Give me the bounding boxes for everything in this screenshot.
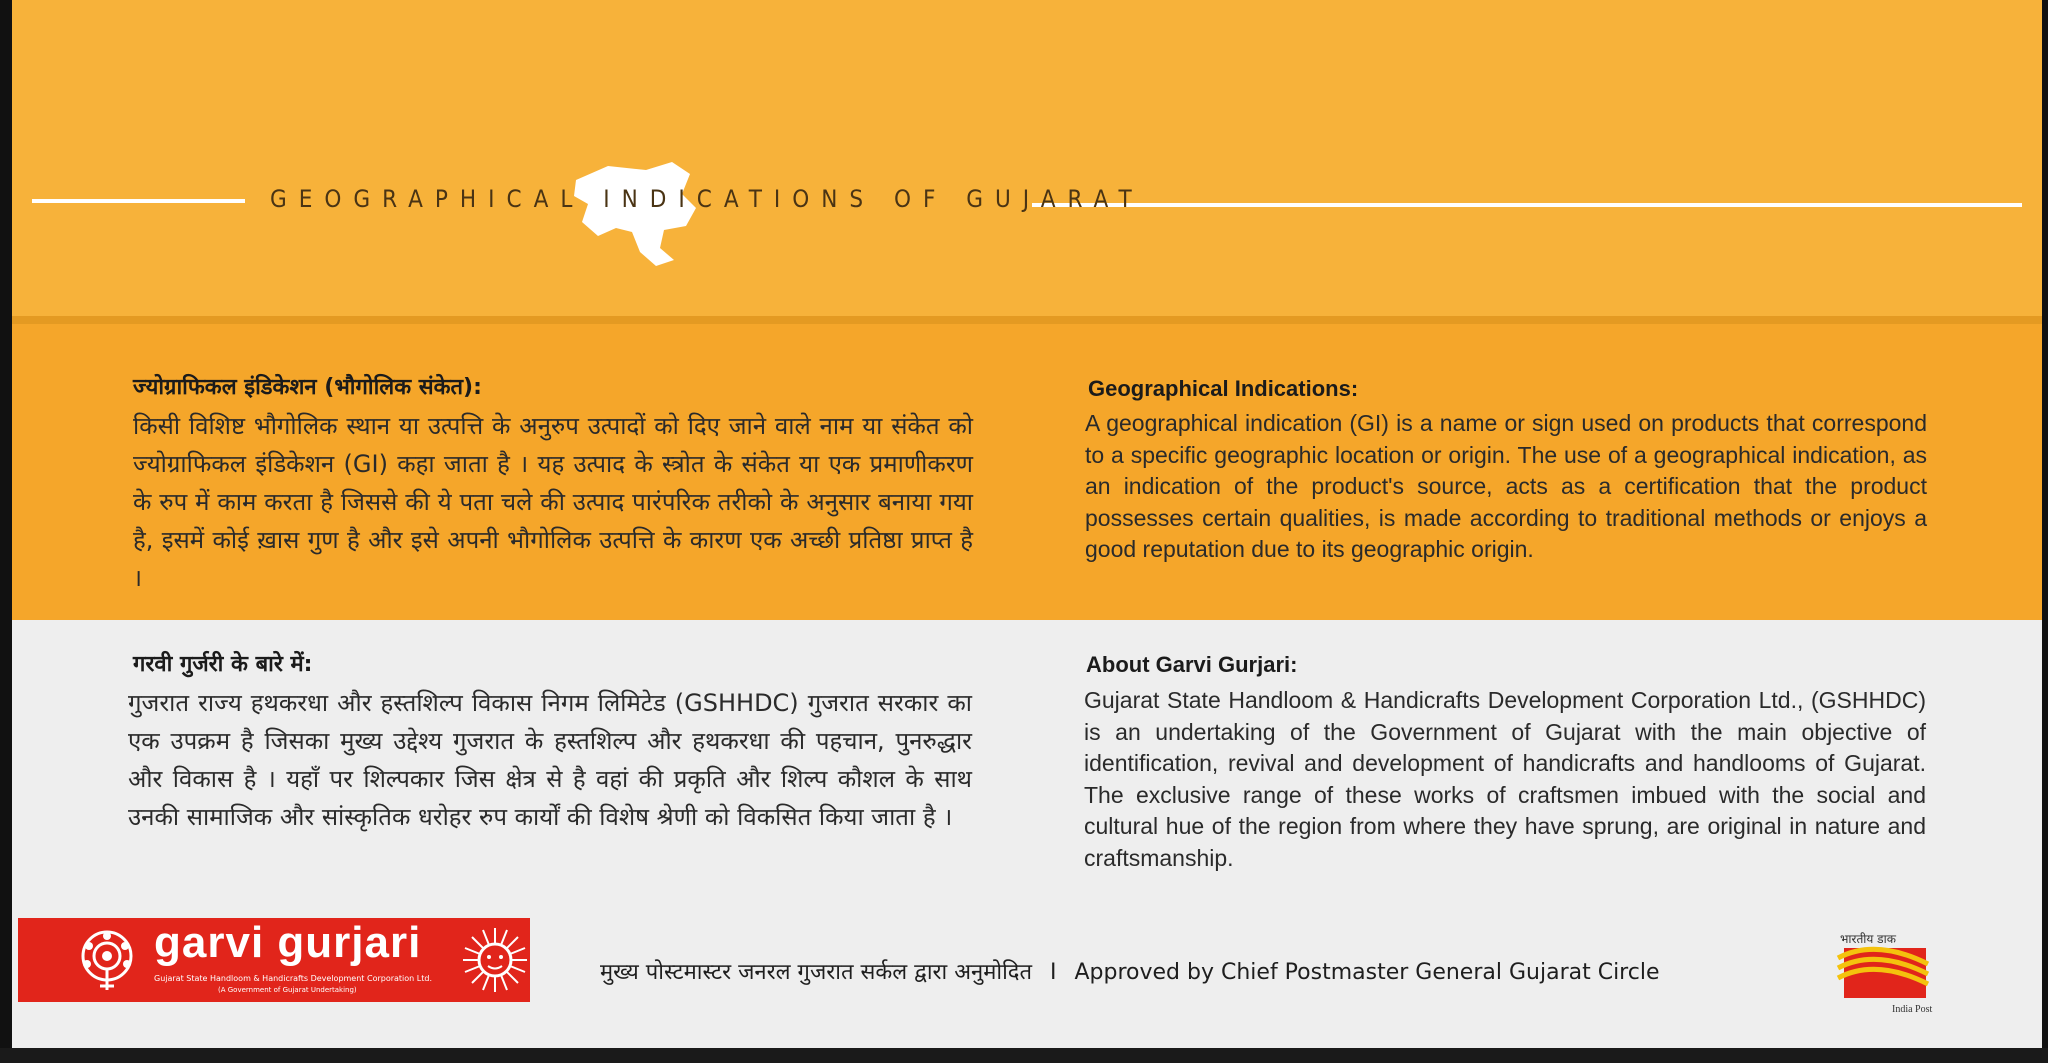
gi-heading-hindi: ज्योग्राफिकल इंडिकेशन (भौगोलिक संकेत): (133, 375, 482, 400)
flap-edge (12, 316, 2042, 324)
gujarat-map-icon (568, 160, 708, 270)
peacock-icon (74, 926, 140, 994)
scan-edge (0, 1048, 2048, 1063)
indiapost-hindi: भारतीय डाक (1840, 932, 1896, 946)
logo-subtitle: Gujarat State Handloom & Handicrafts Development Corporation Ltd. (154, 974, 432, 983)
envelope-flap (12, 0, 2042, 320)
garvi-gurjari-logo (18, 918, 530, 1002)
indiapost-english: India Post (1892, 1004, 1933, 1015)
about-heading-english: About Garvi Gurjari: (1086, 652, 1298, 677)
approval-hindi: मुख्य पोस्टमास्टर जनरल गुजरात सर्कल द्वारा अनुमोदित (600, 960, 1032, 985)
logo-name: garvi gurjari (154, 918, 422, 967)
banner-title: GEOGRAPHICAL INDICATIONS OF GUJARAT (270, 185, 1144, 213)
logo-subtitle-2: (A Government of Gujarat Undertaking) (218, 986, 357, 994)
gi-text-hindi: किसी विशिष्ट भौगोलिक स्थान या उत्पत्ति के अनुरुप उत्पादों को दिए जाने वाले नाम या संकेत को ज्योग्राफिकल इंडिकेशन (GI) कहा जाता है । यह उत्पाद के स्त्रोत के संकेत या एक प्रमाणीकरण के रुप में काम करता है जिससे की ये पता चले की उत्पाद पारंपरिक तरीको के अनुसार बनाया गया है, इसमें कोई ख़ास गुण है और इसे अपनी भौगोलिक उत्पत्ति के कारण एक अच्छी प्रतिष्ठा प्राप्त है । (133, 412, 973, 592)
approval-line (600, 956, 1660, 986)
banner-line-right (1032, 203, 2022, 207)
banner-line-left (32, 199, 245, 203)
about-text-hindi: गुजरात राज्य हथकरधा और हस्तशिल्प विकास निगम लिमिटेड (GSHHDC) गुजरात सरकार का एक उपक्रम है जिसका मुख्य उद्देश्य गुजरात के हस्तशिल्प और हथकरधा की पहचान, पुनरुद्धार और विकास है । यहाँ पर शिल्पकार जिस क्षेत्र से है वहां की प्रकृति और शिल्प कौशल के साथ उनकी सामाजिक और सांस्कृतिक धरोहर रुप कार्यों की विशेष श्रेणी को विकसित किया जाता है । (128, 689, 972, 831)
gi-text-english: A geographical indication (GI) is a name or sign used on products that correspond to a specific geographic location or origin. The use of a geographical indication, as an indication of the product's source, acts as a certification that the product possesses certain qualities, is made according to traditional methods or enjoys a good reputation due to its geographic origin. (1085, 410, 1927, 562)
about-text-english: Gujarat State Handloom & Handicrafts Development Corporation Ltd., (GSHHDC) is an undertaking of the Government of Gujarat with the main objective of identification, revival and development of handicrafts and handlooms of Gujarat. The exclusive range of these works of craftsmen imbued with the social and cultural hue of the region from where they have sprung, are original in nature and craftsmanship. (1084, 687, 1926, 871)
approval-separator: I (1050, 960, 1057, 985)
about-heading-hindi: गरवी गुर्जरी के बारे में: (133, 652, 313, 677)
gi-heading-english: Geographical Indications: (1088, 376, 1359, 401)
sun-emblem-icon (462, 926, 528, 994)
approval-english: Approved by Chief Postmaster General Gujarat Circle (1074, 960, 1660, 985)
